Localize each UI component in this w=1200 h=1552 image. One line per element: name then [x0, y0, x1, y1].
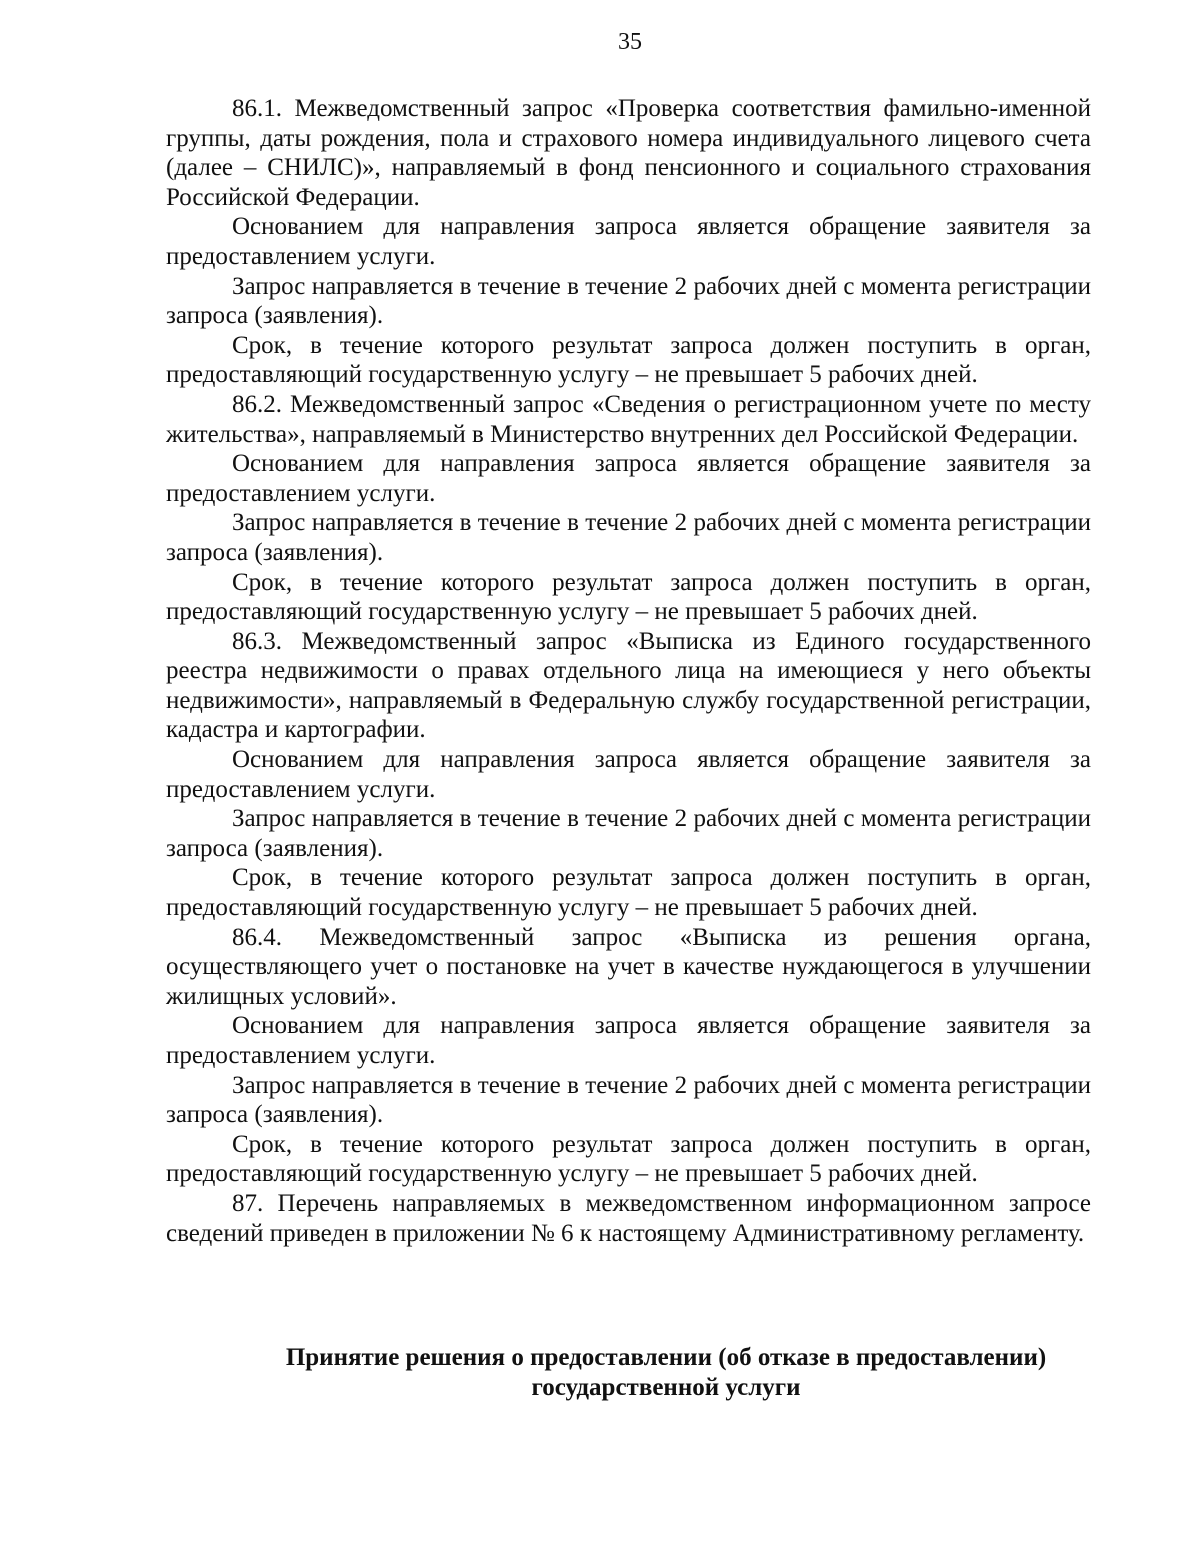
section-heading [166, 1343, 1166, 1403]
paragraph-request-timing: Запрос направляется в течение в течение 2 рабочих дней с момента регистрации запроса (заявления). [166, 1071, 1091, 1129]
paragraph-request-timing: Запрос направляется в течение в течение 2 рабочих дней с момента регистрации запроса (заявления). [166, 272, 1091, 330]
paragraph-request-timing: Запрос направляется в течение в течение 2 рабочих дней с момента регистрации запроса (заявления). [166, 509, 1091, 566]
paragraph-87: 87. Перечень направляемых в межведомственном информационном запросе сведений приведен в приложении № 6 к настоящему Административному регламенту. [166, 1189, 1091, 1247]
paragraph-response-deadline: Срок, в течение которого результат запроса должен поступить в орган, предоставляющий государственную услугу – не превышает 5 рабочих дней. [166, 568, 1091, 626]
paragraph-request-timing: Запрос направляется в течение в течение 2 рабочих дней с момента регистрации запроса (заявления). [166, 805, 1091, 862]
paragraph-basis: Основанием для направления запроса является обращение заявителя за предоставлением услуги. [166, 1012, 1091, 1069]
paragraph-86-2: 86.2. Межведомственный запрос «Сведения о регистрационном учете по месту жительства», направляемый в Министерство внутренних дел Российской Федерации. [166, 390, 1091, 448]
paragraph-86-1: 86.1. Межведомственный запрос «Проверка соответствия фамильно-именной группы, даты рождения, пола и страхового номера индивидуального лицевого счета (далее – СНИЛС)», направляемый в фонд пенсионного и социального страхования Российской Федерации. [166, 95, 1091, 211]
paragraph-response-deadline: Срок, в течение которого результат запроса должен поступить в орган, предоставляющий государственную услугу – не превышает 5 рабочих дней. [166, 1130, 1091, 1188]
paragraph-response-deadline: Срок, в течение которого результат запроса должен поступить в орган, предоставляющий государственную услугу – не превышает 5 рабочих дней. [166, 864, 1091, 922]
paragraph-basis: Основанием для направления запроса является обращение заявителя за предоставлением услуги. [166, 746, 1091, 803]
document-body [166, 94, 1091, 1248]
paragraph-response-deadline: Срок, в течение которого результат запроса должен поступить в орган, предоставляющий государственную услугу – не превышает 5 рабочих дней. [166, 331, 1091, 389]
paragraph-86-4: 86.4. Межведомственный запрос «Выписка из решения органа, осуществляющего учет о постановке на учет в качестве нуждающегося в улучшении жилищных условий». [166, 923, 1091, 1010]
paragraph-basis: Основанием для направления запроса является обращение заявителя за предоставлением услуги. [166, 450, 1091, 507]
section-heading-line-1: Принятие решения о предоставлении (об отказе в предоставлении) [285, 1344, 1047, 1371]
paragraph-basis: Основанием для направления запроса является обращение заявителя за предоставлением услуги. [166, 213, 1091, 270]
page-number: 35 [618, 29, 642, 55]
paragraph-86-3: 86.3. Межведомственный запрос «Выписка из Единого государственного реестра недвижимости о правах отдельного лица на имеющиеся у него объекты недвижимости», направляемый в Федеральную службу государственной регистрации, кадастра и картографии. [166, 627, 1091, 744]
section-heading-line-2: государственной услуги [531, 1374, 801, 1401]
